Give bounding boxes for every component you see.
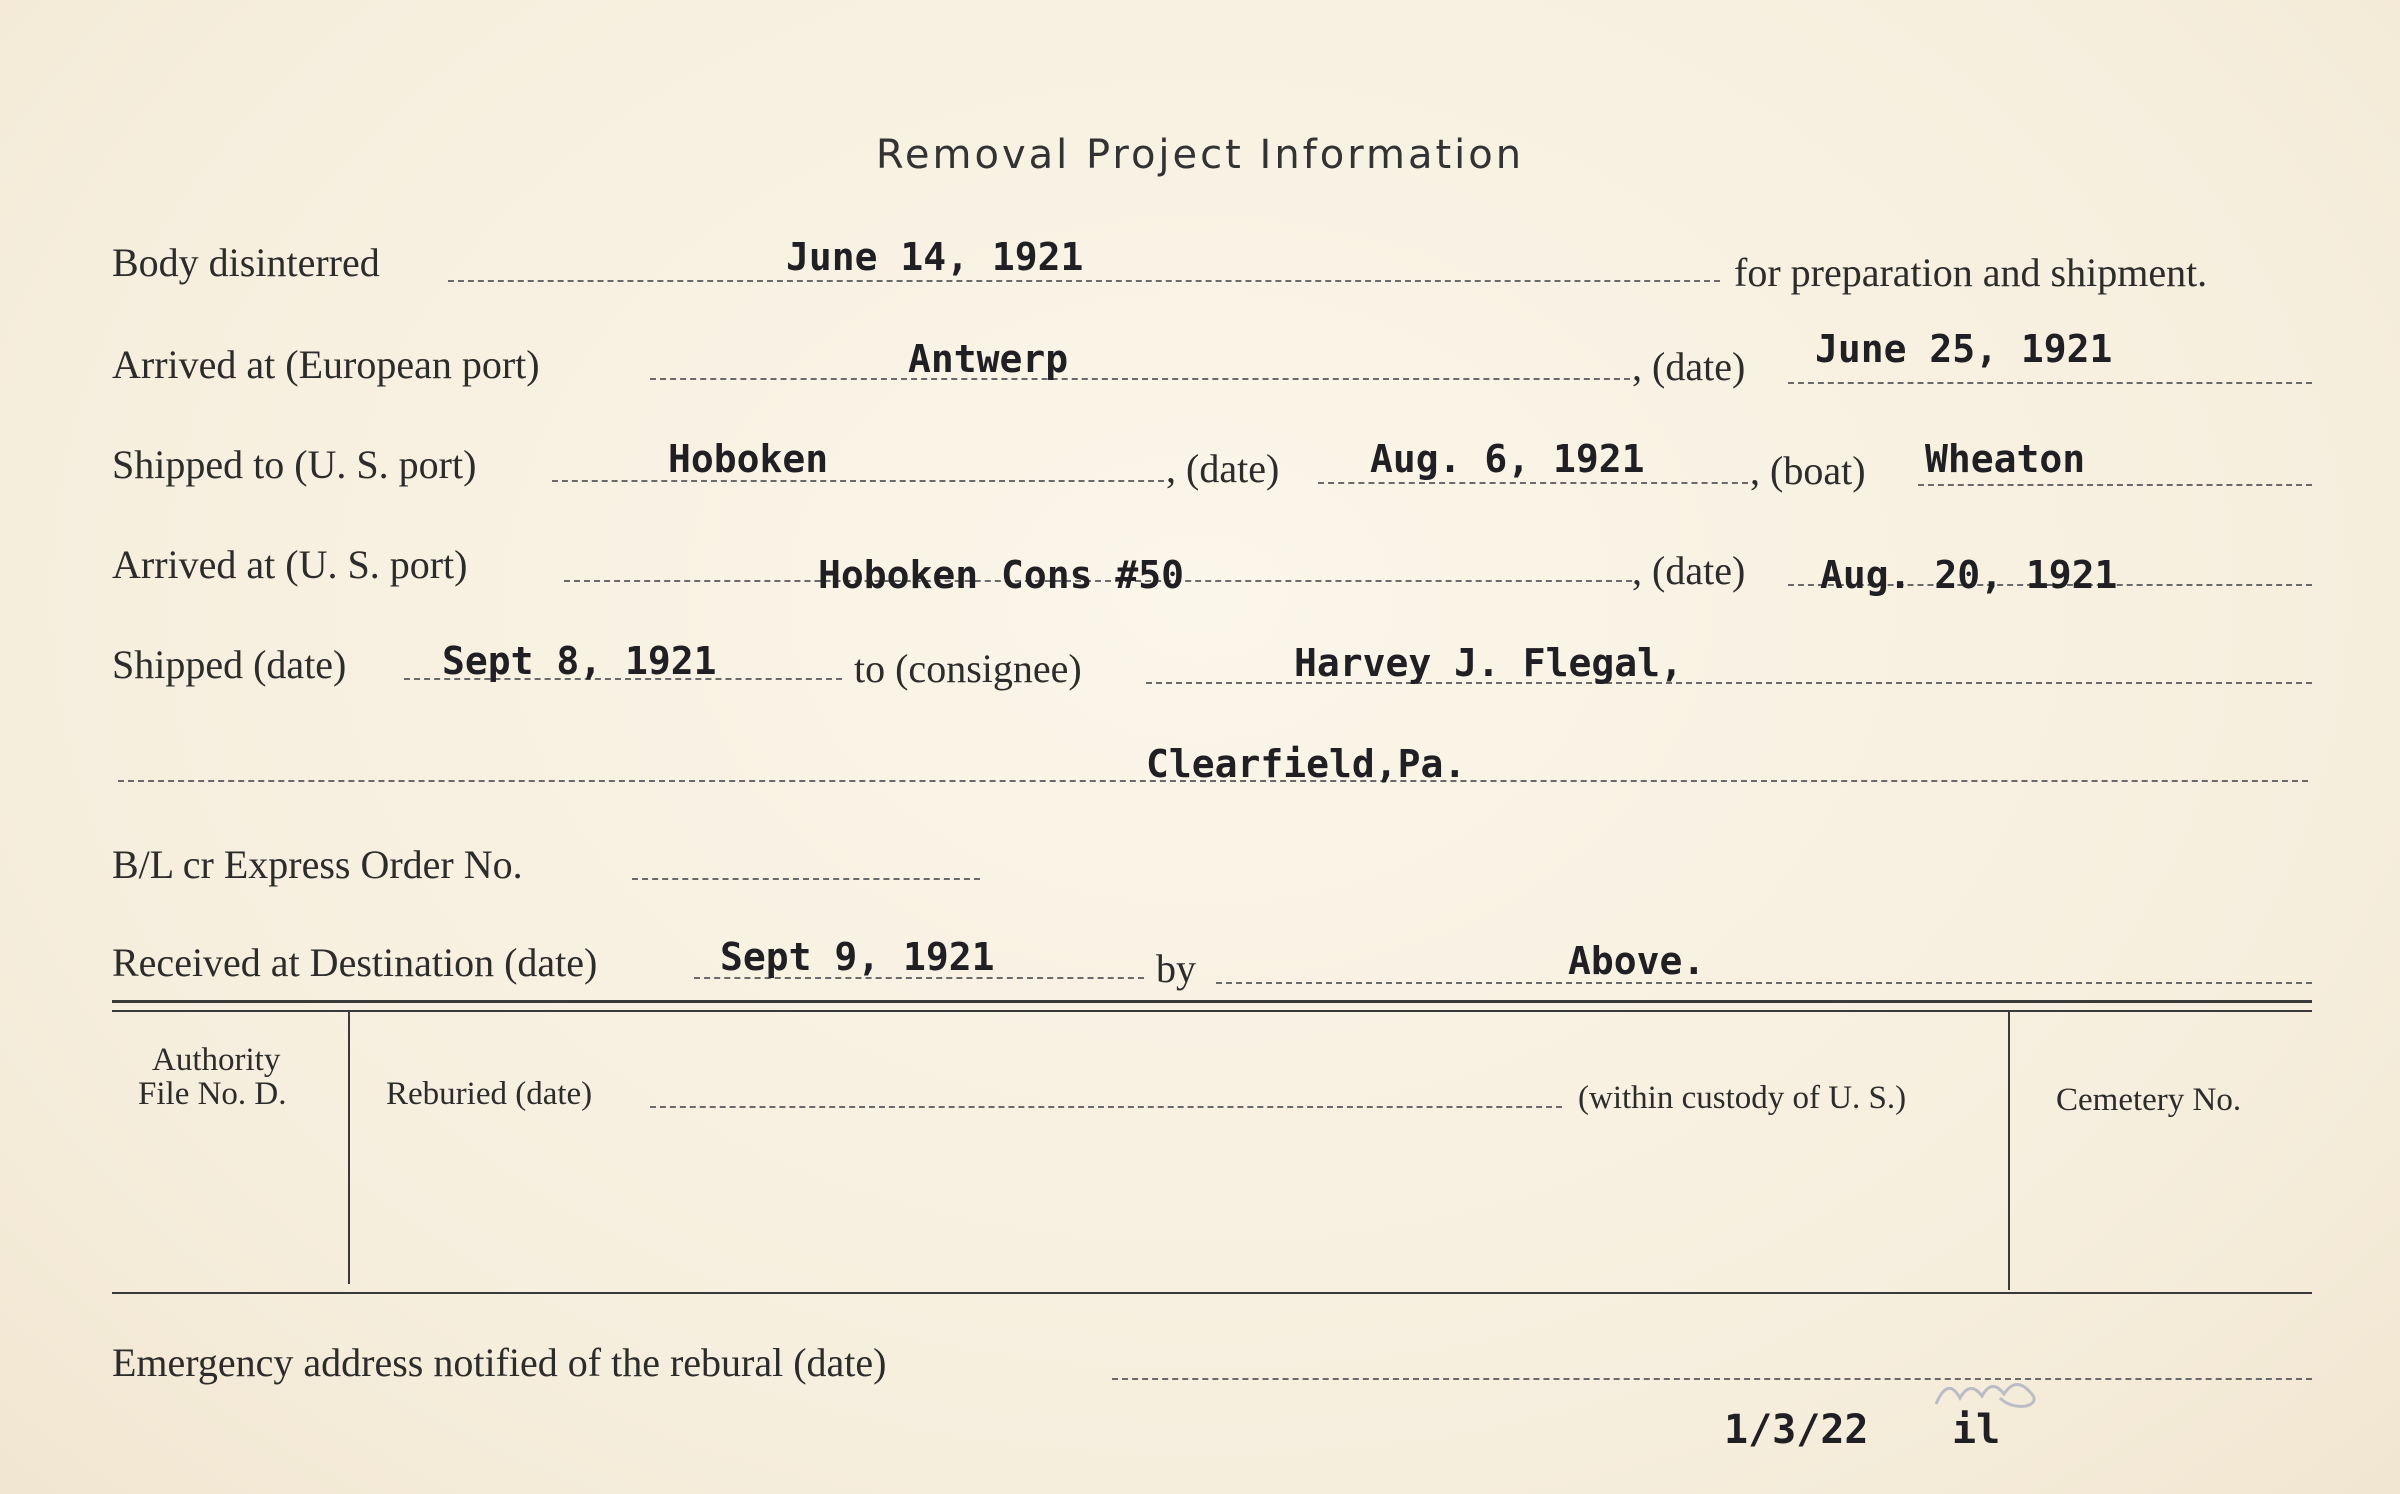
authority-label-2: File No. D.	[138, 1076, 287, 1112]
body-disinterred-label: Body disinterred	[112, 240, 380, 285]
reburied-line	[650, 1106, 1562, 1108]
shipped-date-label: Shipped (date)	[112, 642, 347, 687]
arrived-european-line	[650, 378, 1630, 380]
shipped-us-label: Shipped to (U. S. port)	[112, 442, 477, 487]
shipped-us-date-line	[1318, 482, 1748, 484]
arrived-us-label: Arrived at (U. S. port)	[112, 542, 468, 587]
shipped-us-boat-line	[1918, 484, 2312, 486]
table-top-rule-2	[112, 1010, 2312, 1012]
received-by-line	[1216, 982, 2312, 984]
received-label: Received at Destination (date)	[112, 940, 598, 985]
card-title: Removal Project Information	[875, 132, 1525, 178]
shipped-us-date-label: , (date)	[1166, 446, 1280, 491]
arrived-european-date-label: , (date)	[1632, 344, 1746, 389]
body-disinterred-line	[448, 280, 1720, 282]
table-top-rule	[112, 1000, 2312, 1003]
emergency-line	[1112, 1378, 2312, 1380]
table-divider-left	[348, 1012, 350, 1284]
body-disinterred-suffix: for preparation and shipment.	[1734, 250, 2208, 295]
consignee-value: Harvey J. Flegal,	[1294, 641, 1683, 685]
received-by-value: Above.	[1568, 939, 1706, 983]
arrived-us-date-value: Aug. 20, 1921	[1820, 553, 2118, 597]
authority-label-1: Authority	[152, 1042, 281, 1078]
consignee-address: Clearfield,Pa.	[1146, 742, 1467, 786]
arrived-european-date-value: June 25, 1921	[1815, 327, 2113, 371]
shipped-us-date-value: Aug. 6, 1921	[1370, 437, 1645, 481]
emergency-label: Emergency address notified of the rebural (date)	[112, 1340, 887, 1385]
arrived-european-value: Antwerp	[908, 337, 1069, 381]
table-bottom-rule	[112, 1292, 2312, 1294]
received-by-label: by	[1156, 946, 1196, 991]
bl-order-label: B/L cr Express Order No.	[112, 842, 523, 887]
shipped-us-line	[552, 480, 1164, 482]
received-date-value: Sept 9, 1921	[720, 935, 995, 979]
pencil-scribble-mark	[1930, 1368, 2050, 1418]
footer-date-stamp: 1/3/22	[1724, 1407, 1869, 1453]
shipped-date-value: Sept 8, 1921	[442, 639, 717, 683]
custody-label: (within custody of U. S.)	[1578, 1080, 1907, 1116]
table-divider-right	[2008, 1012, 2010, 1290]
consignee-label: to (consignee)	[854, 646, 1082, 691]
shipped-us-boat-label: , (boat)	[1750, 448, 1866, 493]
arrived-us-value: Hoboken Cons #50	[818, 553, 1185, 597]
arrived-european-date-line	[1788, 382, 2312, 384]
reburied-label: Reburied (date)	[386, 1076, 593, 1112]
footer-initials: il	[1952, 1407, 2001, 1453]
bl-order-line	[632, 878, 980, 880]
shipped-us-boat-value: Wheaton	[1925, 437, 2086, 481]
arrived-us-date-label: , (date)	[1632, 548, 1746, 593]
shipped-us-value: Hoboken	[668, 437, 829, 481]
cemetery-label: Cemetery No.	[2056, 1082, 2242, 1118]
body-disinterred-value: June 14, 1921	[786, 235, 1084, 279]
arrived-european-label: Arrived at (European port)	[112, 342, 540, 387]
